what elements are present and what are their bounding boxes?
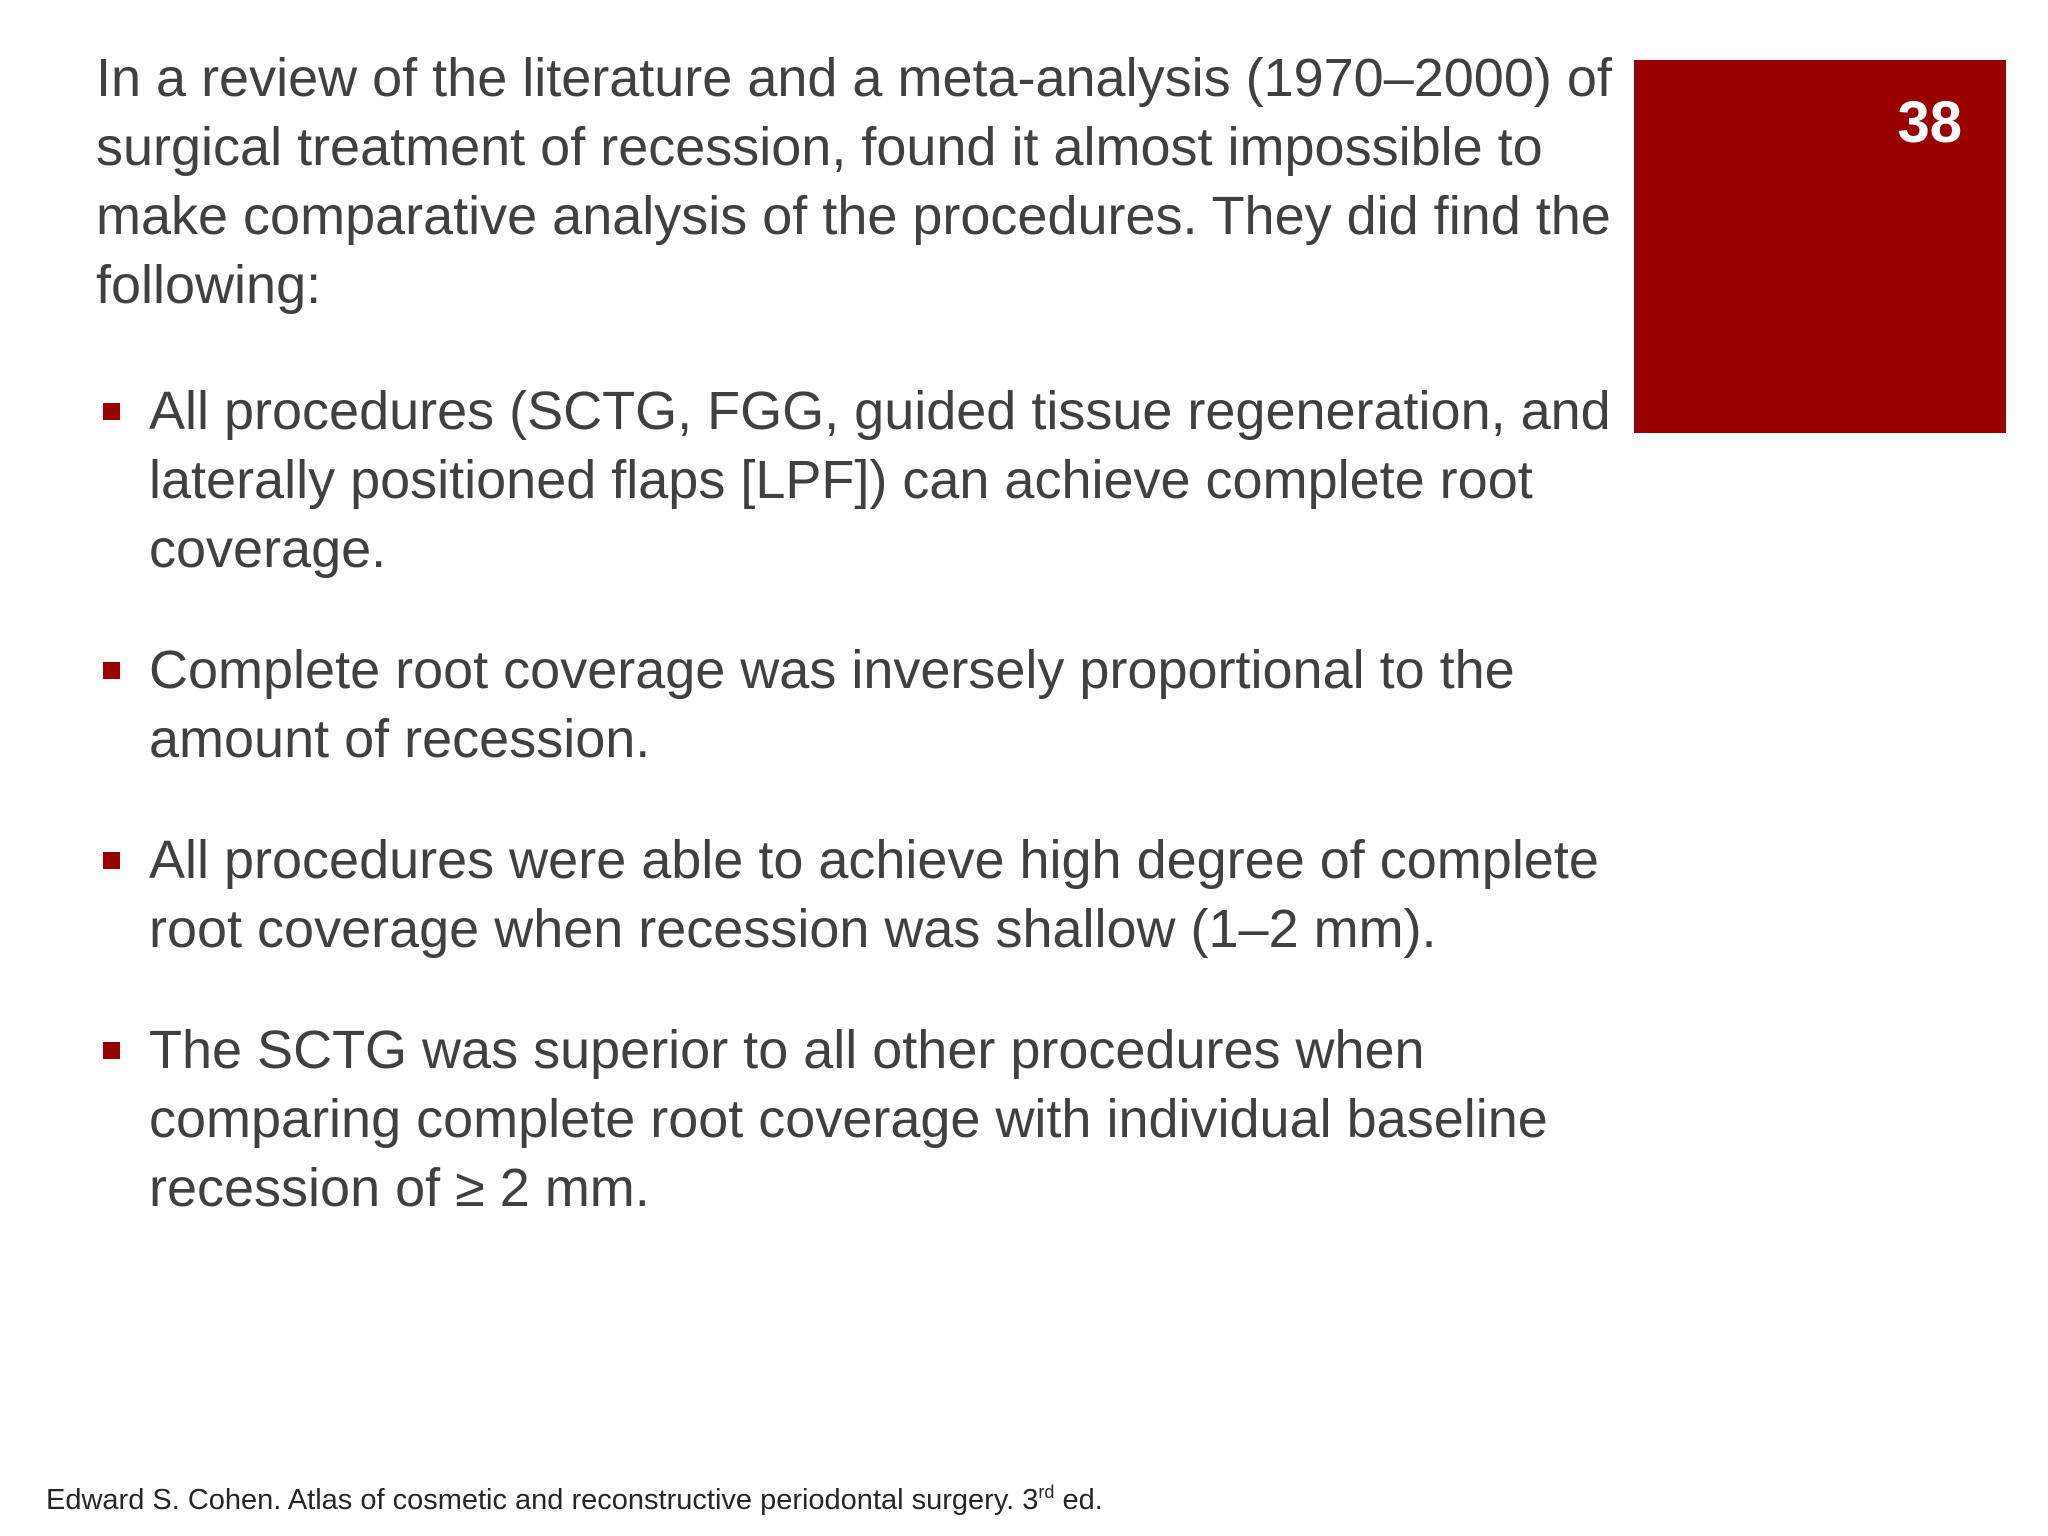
citation-superscript: rd	[1038, 1482, 1055, 1502]
square-bullet-icon	[103, 662, 120, 679]
square-bullet-icon	[103, 852, 120, 869]
citation-prefix: Edward S. Cohen. Atlas of cosmetic and reconstructive periodontal surgery. 3	[46, 1484, 1039, 1516]
bullet-text: All procedures (SCTG, FGG, guided tissue regeneration, and laterally positioned flaps [LPF]) can achieve complete root coverage.	[149, 381, 1611, 579]
slide-body	[96, 44, 1656, 1223]
citation-suffix: ed.	[1054, 1484, 1103, 1516]
slide-number: 38	[1897, 90, 1962, 155]
bullet-text: Complete root coverage was inversely proportional to the amount of recession.	[149, 640, 1515, 769]
bullet-list	[96, 377, 1656, 1223]
list-item	[96, 636, 1656, 774]
intro-paragraph: In a review of the literature and a meta-analysis (1970–2000) of surgical treatment of recession, found it almost impossible to make comparative analysis of the procedures. They did find the following:	[96, 48, 1612, 315]
square-bullet-icon	[103, 1042, 120, 1059]
square-bullet-icon	[103, 403, 120, 420]
bullet-text: All procedures were able to achieve high degree of complete root coverage when recession was shallow (1–2 mm).	[149, 830, 1599, 959]
list-item	[96, 1016, 1656, 1223]
list-item	[96, 826, 1656, 964]
list-item	[96, 377, 1656, 584]
bullet-text: The SCTG was superior to all other procedures when comparing complete root coverage with individual baseline recession of ≥ 2 mm.	[149, 1020, 1548, 1218]
slide-number-box	[1634, 60, 2006, 433]
citation	[46, 1483, 1103, 1517]
